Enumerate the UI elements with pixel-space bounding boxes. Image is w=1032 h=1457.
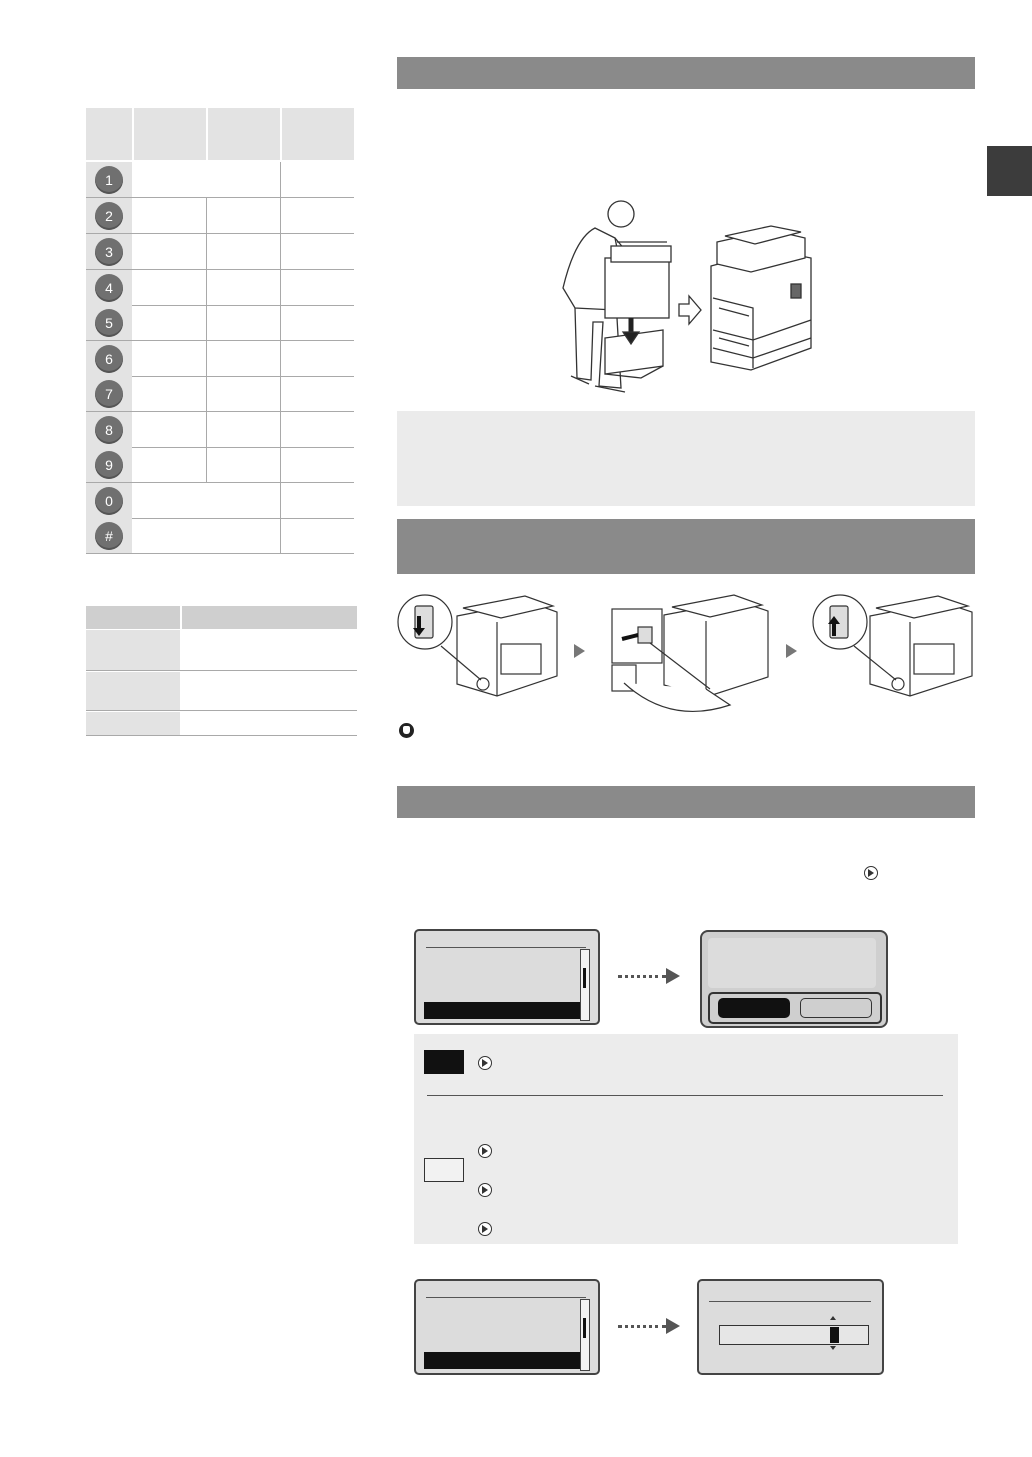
table-row [86,712,357,736]
up-arrow-icon [830,1316,836,1320]
circle-arrow-icon [478,1144,492,1158]
key-7-icon: 7 [95,380,123,408]
key-1-icon: 1 [95,166,123,194]
table-row [86,341,354,377]
table-row [86,672,357,711]
key-3-icon: 3 [95,238,123,266]
key-6-icon: 6 [95,345,123,373]
power-cord-connect-illustration [610,585,770,717]
install-paper-cassette-illustration [555,198,817,398]
unselected-option-swatch [424,1158,464,1182]
circle-arrow-icon [864,866,878,880]
circle-arrow-icon [478,1222,492,1236]
dotted-arrow-line [618,975,666,978]
circle-arrow-icon [478,1183,492,1197]
text-cursor [830,1327,839,1343]
section-heading-bar [397,57,975,89]
table-row [86,162,354,198]
menu-highlight [424,1352,580,1369]
key-8-icon: 8 [95,416,123,444]
down-arrow-icon [830,1346,836,1350]
table-row [86,412,354,448]
selected-option-swatch [424,1050,464,1074]
table-row [86,198,354,234]
next-step-arrow-icon [786,644,797,658]
mode-table-header [86,606,357,629]
table-row [86,447,354,483]
section-heading-bar [397,519,975,574]
key-9-icon: 9 [95,451,123,479]
table-row [86,630,357,671]
lcd-input-screen [697,1279,884,1375]
table-row [86,305,354,341]
table-row [86,483,354,519]
yes-button[interactable] [718,998,790,1018]
no-button[interactable] [800,998,872,1018]
power-switch-off-illustration [397,588,562,700]
lcd-menu-screen [414,1279,600,1375]
next-step-arrow-icon [574,644,585,658]
section-tab [987,146,1032,196]
lcd-menu-screen [414,929,600,1025]
note-box [397,411,975,506]
lcd-confirm-screen [700,930,888,1028]
key-5-icon: 5 [95,309,123,337]
menu-highlight [424,1002,580,1019]
key-0-icon: 0 [95,487,123,515]
key-hash-icon: # [95,522,123,550]
power-switch-on-illustration [810,588,975,700]
selection-explanation-box [414,1034,958,1244]
section-heading-bar [397,786,975,818]
table-row [86,376,354,412]
table-row [86,270,354,306]
table-row [86,518,354,554]
table-row [86,234,354,270]
key-4-icon: 4 [95,274,123,302]
key-2-icon: 2 [95,202,123,230]
keypad-table-header [86,108,354,160]
dotted-arrow-line [618,1325,666,1328]
caution-icon [399,723,414,738]
transition-arrow-icon [666,968,680,984]
circle-arrow-icon [478,1056,492,1070]
transition-arrow-icon [666,1318,680,1334]
input-field[interactable] [719,1325,869,1345]
